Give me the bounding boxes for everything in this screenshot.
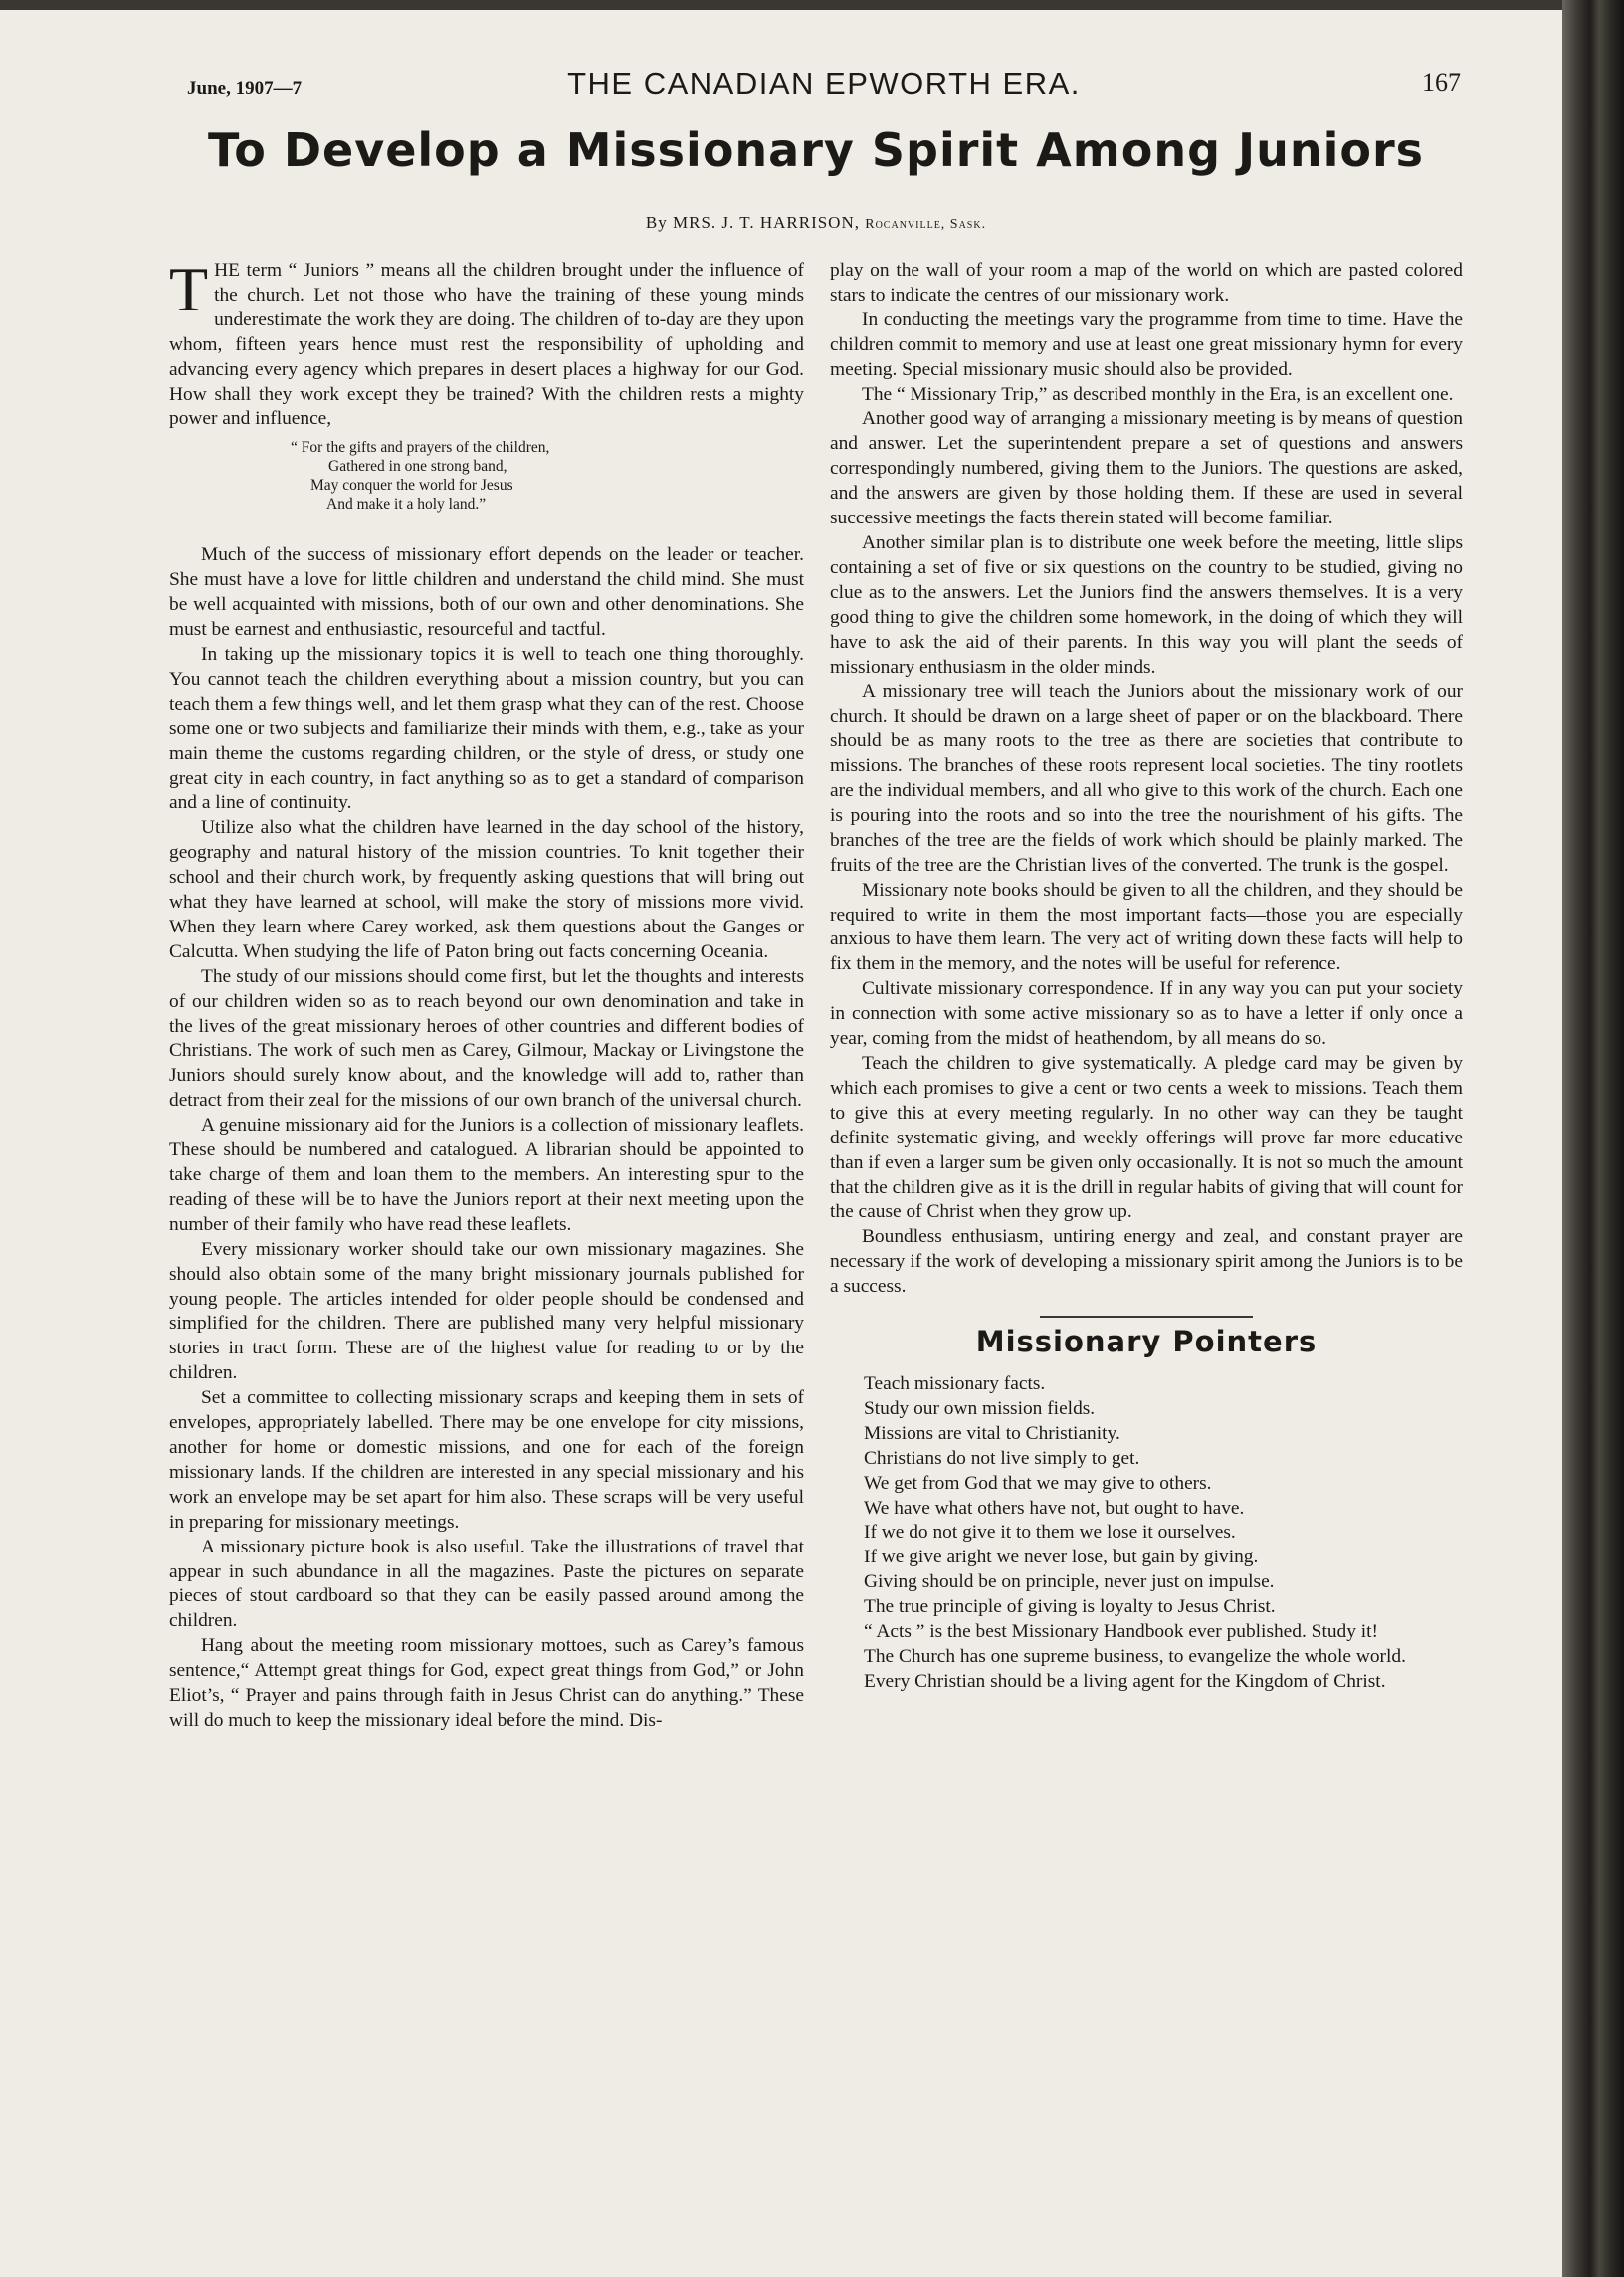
body-paragraph: Missionary note books should be given to all the children, and they should be required to write in them the most important facts—those you are especially anxious to have them learn. The very act of writing down these facts will help to fix them in the memory, and the notes will be useful for reference. <box>830 879 1463 975</box>
pointer-item: Christians do not live simply to get. <box>864 1447 1140 1469</box>
body-paragraph: In conducting the meetings vary the programme from time to time. Have the children commit to memory and use at least one great missionary hymn for every meeting. Special missionary music should also be provided. <box>830 309 1463 380</box>
body-paragraph: Another good way of arranging a missionary meeting is by means of question and answer. Let the superintendent prepare a set of questions and answers correspondingly numbered, giving them to the Juniors. The questions are asked, and the answers are given by those holding them. If these are used in several successive meetings the facts therein stated will become familiar. <box>830 408 1463 529</box>
pointers-list <box>830 1372 1463 1695</box>
poem-quote <box>169 438 804 514</box>
body-paragraph: Hang about the meeting room missionary mottoes, such as Carey’s famous sentence,“ Attempt great things for God, expect great things from God,” or John Eliot’s, “ Prayer and pains through faith in Jesus Christ can do anything.” These will do much to keep the missionary ideal before the mind. Dis- <box>169 1635 804 1731</box>
body-paragraph: In taking up the missionary topics it is well to teach one thing thoroughly. You cannot teach the children everything about a mission country, but you can teach them a few things well, and let them grasp what they can of the rest. Choose some one or two subjects and familiarize their minds with them, e.g., take as your main theme the customs regarding children, or the style of dress, or study one great city in each country, in fact anything so as to get a standard of comparison and a line of continuity. <box>169 643 804 814</box>
body-paragraph: Boundless enthusiasm, untiring energy and zeal, and constant prayer are necessary if the work of developing a missionary spirit among the Juniors is to be a success. <box>830 1226 1463 1298</box>
pointer-item: Every Christian should be a living agent for the Kingdom of Christ. <box>864 1670 1386 1692</box>
pointer-item: We get from God that we may give to others. <box>864 1472 1212 1494</box>
pointer-item: “ Acts ” is the best Missionary Handbook ever published. Study it! <box>864 1621 1379 1643</box>
body-paragraph: Teach the children to give systematically. A pledge card may be given by which each promises to give a cent or two cents a week to missions. Teach them to give this at every meeting regularly. In no other way can they be taught definite systematic giving, and weekly offerings will prove far more educative than if even a larger sum be given only occasionally. It is not so much the amount that the children give as it is the drill in regular habits of giving that will count for the cause of Christ when they grow up. <box>830 1053 1463 1223</box>
body-paragraph: Set a committee to collecting missionary scraps and keeping them in sets of envelopes, appropriately labelled. There may be one envelope for city missions, another for home or domestic missions, and one for each of the foreign missionary lands. If the children are interested in any special missionary and his work an envelope may be set apart for him also. These scraps will be very useful in preparing for missionary meetings. <box>169 1387 804 1533</box>
magazine-title: THE CANADIAN EPWORTH ERA. <box>567 66 1081 101</box>
running-head <box>187 66 1461 105</box>
intro-text: HE term “ Juniors ” means all the children brought under the influence of the church. Let not those who have the training of these young minds underestimate the work they are doing. The children of to-day are they upon whom, fifteen years hence must rest the responsibility of upholding and advancing every agency which prepares in desert places a highway for our God. How shall they work except they be trained? With the children rests a mighty power and influence, <box>169 260 804 430</box>
body-paragraph: Another similar plan is to distribute one week before the meeting, little slips containing a set of five or six questions on the country to be studied, giving no clue as to the answers. Let the Juniors find the answers themselves. It is a very good thing to give the children some homework, in the doing of which they will have to ask the aid of their parents. In this way you will plant the seeds of missionary enthusiasm in the older minds. <box>830 531 1463 678</box>
body-paragraph: A missionary picture book is also useful. Take the illustrations of travel that appear in such abundance in all the magazines. Paste the pictures on separate pieces of stout cardboard so that they can be easily passed around among the children. <box>169 1536 804 1632</box>
poem-line: Gathered in one strong band, <box>328 458 508 476</box>
pointer-item: Giving should be on principle, never just on impulse. <box>864 1571 1275 1593</box>
pointer-item: Teach missionary facts. <box>864 1372 1046 1394</box>
section-divider <box>1040 1316 1253 1318</box>
body-paragraph: A genuine missionary aid for the Juniors is a collection of missionary leaflets. These should be numbered and catalogued. A librarian should be appointed to take charge of them and loan them to the members. An interesting spur to the reading of these will be to have the Juniors report at their next meeting upon the number of their family who have read these leaflets. <box>169 1115 804 1235</box>
left-column <box>169 254 804 1734</box>
right-column <box>830 259 1463 1695</box>
pointer-item: If we give aright we never lose, but gain by giving. <box>864 1547 1259 1568</box>
intro-paragraph <box>169 254 804 432</box>
body-paragraph: Utilize also what the children have learned in the day school of the history, geography and natural history of the mission countries. To knit together their school and their church work, by frequently asking questions that will bring out what they have learned at school, will make the story of missions more vivid. When they learn where Carey worked, ask them questions about the Ganges or Calcutta. When studying the life of Paton bring out facts concerning Oceania. <box>169 817 804 962</box>
drop-cap: T <box>169 254 209 324</box>
pointer-item: We have what others have not, but ought to have. <box>864 1497 1245 1519</box>
pointers-title: Missionary Pointers <box>975 1325 1318 1359</box>
body-paragraph: Much of the success of missionary effort depends on the leader or teacher. She must have a love for little children and understand the child mind. She must be well acquainted with missions, both of our own and other denominations. She must be earnest and enthusiastic, resourceful and tactful. <box>169 544 804 641</box>
pointer-item: Study our own mission fields. <box>864 1397 1096 1419</box>
continued-paragraph: play on the wall of your room a map of the world on which are pasted colored stars to indicate the centres of our missionary work. <box>830 260 1463 306</box>
page-top-edge <box>0 0 1562 10</box>
byline-place: Rocanville, Sask. <box>865 217 987 232</box>
issue-date: June, 1907—7 <box>187 78 303 99</box>
body-paragraph: The study of our missions should come first, but let the thoughts and interests of our children widen so as to reach beyond our own denomination and take in the lives of the great missionary heroes of other countries and different bodies of Christians. The work of such men as Carey, Gilmour, Mackay or Livingstone the Juniors should surely know about, and the knowledge will add to, rather than detract from their zeal for the missions of our own branch of the universal church. <box>169 965 804 1112</box>
body-paragraph: The “ Missionary Trip,” as described monthly in the Era, is an excellent one. <box>862 383 1454 405</box>
body-paragraph: Every missionary worker should take our own missionary magazines. She should also obtain some of the many bright missionary journals published for young people. The articles intended for older people should be condensed and simplified for the children. There are published many very helpful missionary stories in tract form. These are of the highest value for reading to or by the children. <box>169 1238 804 1384</box>
poem-line: And make it a holy land.” <box>326 496 487 514</box>
body-paragraph: Cultivate missionary correspondence. If in any way you can put your society in connection with some active missionary so as to have a letter if only once a year, coming from the midst of heathendom, by all means do so. <box>830 978 1463 1050</box>
book-binding-edge <box>1562 0 1624 2277</box>
body-paragraph: A missionary tree will teach the Juniors about the missionary work of our church. It should be drawn on a large sheet of paper or on the blackboard. There should be as many roots to the tree as there are societies that contribute to missions. The branches of these roots represent local societies. The tiny rootlets are the individual members, and all who give to this work of the church. Each one is pouring into the roots and so into the tree the nourishment of his gifts. The branches of the tree are the fields of work which should be plainly marked. The fruits of the tree are the Christian lives of the converted. The trunk is the gospel. <box>830 681 1463 876</box>
poem-line: “ For the gifts and prayers of the children, <box>291 439 550 457</box>
pointer-item: The Church has one supreme business, to evangelize the whole world. <box>864 1645 1406 1667</box>
pointer-item: Missions are vital to Christianity. <box>864 1422 1120 1444</box>
byline-author: By MRS. J. T. HARRISON, <box>645 213 860 232</box>
poem-line: May conquer the world for Jesus <box>310 477 513 495</box>
pointer-item: If we do not give it to them we lose it ourselves. <box>864 1522 1236 1544</box>
pointer-item: The true principle of giving is loyalty to Jesus Christ. <box>864 1596 1276 1618</box>
page-number: 167 <box>1422 68 1461 97</box>
article-byline <box>159 213 1473 233</box>
article-title: To Develop a Missionary Spirit Among Juniors <box>207 123 1425 177</box>
